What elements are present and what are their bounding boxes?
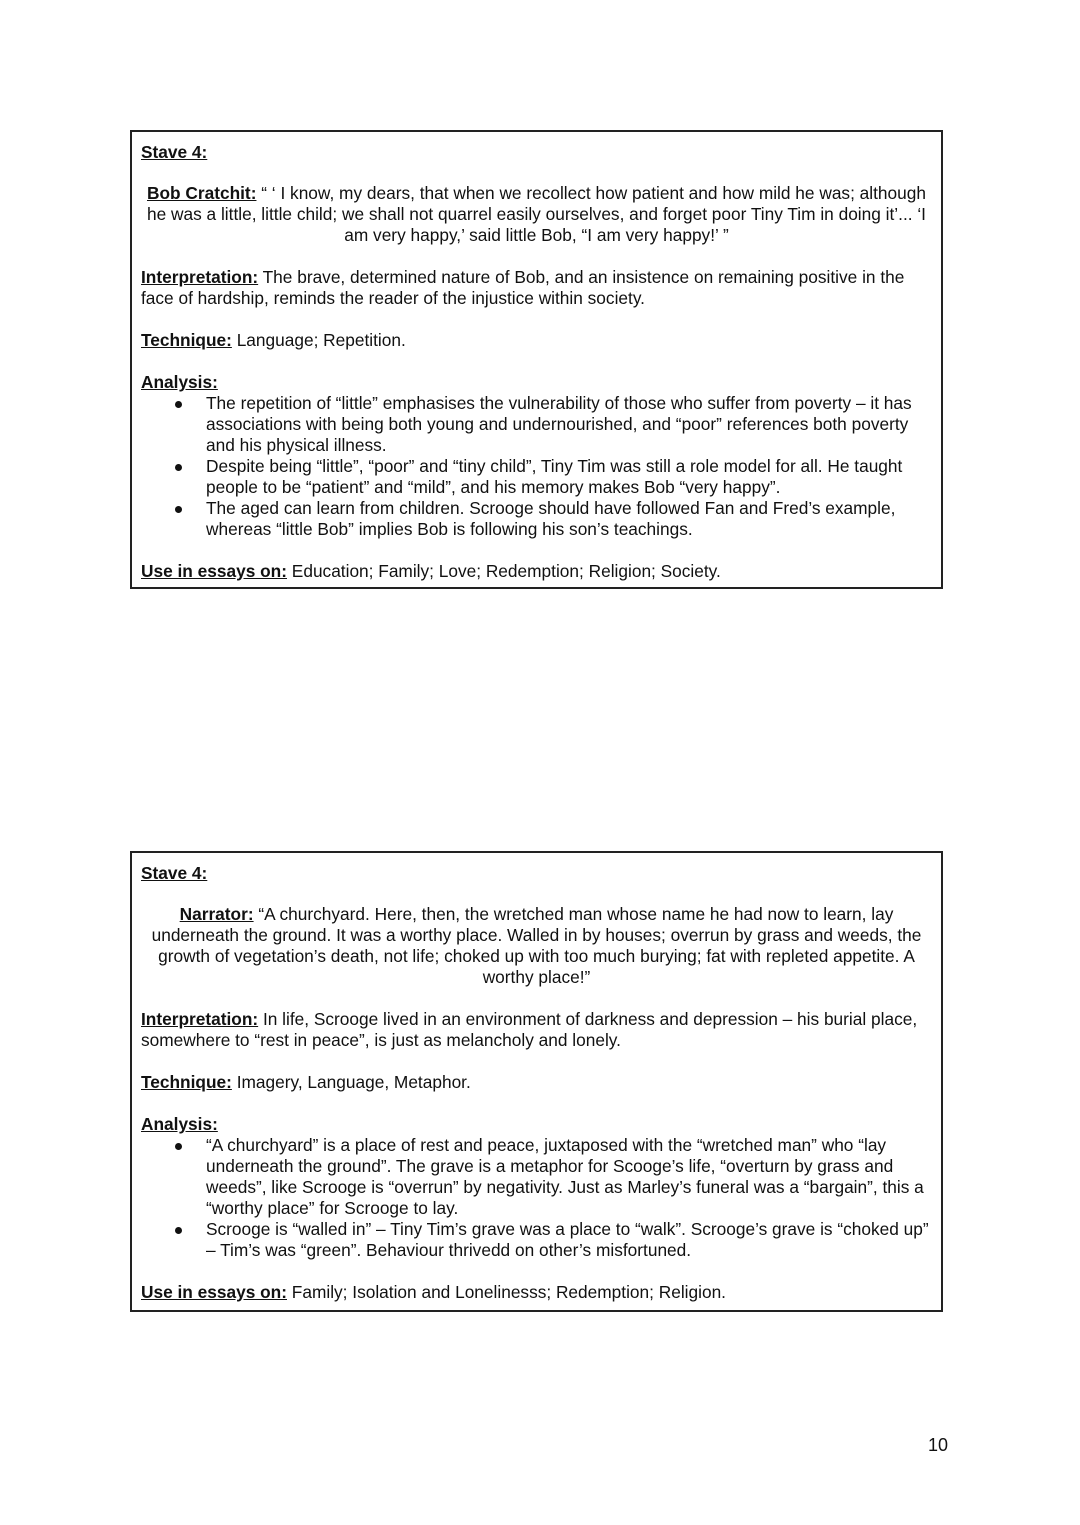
essays-label: Use in essays on: xyxy=(141,561,287,581)
interpretation-text: The brave, determined nature of Bob, and an insistence on remaining positive in the face of hardship, reminds the reader of the injustice within society. xyxy=(141,267,905,308)
analysis-list xyxy=(141,1135,932,1261)
analysis-bullet: The repetition of “little” emphasises the vulnerability of those who suffer from poverty – it has associations with being both young and undernourished, and “poor” references both poverty and his physical illness. xyxy=(206,393,932,456)
stave-heading xyxy=(141,863,932,884)
interpretation-section xyxy=(141,267,932,309)
speaker-label: Narrator: xyxy=(179,904,254,924)
essays-section xyxy=(141,561,932,582)
speaker-label: Bob Cratchit: xyxy=(147,183,257,203)
interpretation-text: In life, Scrooge lived in an environment of darkness and depression – his burial place, somewhere to “rest in peace”, is just as melancholy and lonely. xyxy=(141,1009,918,1050)
stave-heading xyxy=(141,142,932,163)
essays-section xyxy=(141,1282,932,1303)
quote-text: “A churchyard. Here, then, the wretched man whose name he had now to learn, lay underneath the ground. It was a worthy place. Walled in by houses; overrun by grass and weeds, the growth of vegetation’s death, not life; choked up with too much burying; fat with repleted appetite. A worthy place!” xyxy=(151,904,922,987)
analysis-bullet: Despite being “little”, “poor” and “tiny child”, Tiny Tim was still a role model for all. He taught people to be “patient” and “mild”, and his memory makes Bob “very happy”. xyxy=(206,456,932,498)
stave-label: Stave 4: xyxy=(141,142,208,162)
interpretation-section xyxy=(141,1009,932,1051)
interpretation-label: Interpretation: xyxy=(141,1009,259,1029)
interpretation-label: Interpretation: xyxy=(141,267,259,287)
technique-text: Language; Repetition. xyxy=(231,330,406,350)
quote-card-narrator xyxy=(130,851,943,1312)
quote-text: “ ‘ I know, my dears, that when we recollect how patient and how mild he was; although he was a little, little child; we shall not quarrel easily ourselves, and forget poor Tiny Tim in doing it’... ‘I am very happy,’ said little Bob, “I am very happy!’ ” xyxy=(147,183,926,245)
technique-section xyxy=(141,1072,932,1093)
technique-label: Technique: xyxy=(141,1072,232,1092)
technique-section xyxy=(141,330,932,351)
quote-card-bob-cratchit xyxy=(130,130,943,589)
analysis-heading xyxy=(141,372,932,393)
analysis-label: Analysis: xyxy=(141,372,218,392)
page-number: 10 xyxy=(927,1435,948,1455)
analysis-label: Analysis: xyxy=(141,1114,218,1134)
technique-text: Imagery, Language, Metaphor. xyxy=(231,1072,471,1092)
essays-text: Education; Family; Love; Redemption; Religion; Society. xyxy=(287,561,721,581)
analysis-heading xyxy=(141,1114,932,1135)
analysis-bullet: The aged can learn from children. Scrooge should have followed Fan and Fred’s example, whereas “little Bob” implies Bob is following his son’s teachings. xyxy=(206,498,932,540)
technique-label: Technique: xyxy=(141,330,232,350)
analysis-list xyxy=(141,393,932,540)
essays-label: Use in essays on: xyxy=(141,1282,287,1302)
quote-block xyxy=(141,183,932,246)
analysis-bullet: Scrooge is “walled in” – Tiny Tim’s grave was a place to “walk”. Scrooge’s grave is “choked up” – Tim’s was “green”. Behaviour thrivedd on other’s misfortuned. xyxy=(206,1219,932,1261)
essays-text: Family; Isolation and Lonelinesss; Redemption; Religion. xyxy=(287,1282,726,1302)
quote-block xyxy=(141,904,932,988)
analysis-bullet: “A churchyard” is a place of rest and peace, juxtaposed with the “wretched man” who “lay underneath the ground”. The grave is a metaphor for Scooge’s life, “overturn by grass and weeds”, like Scrooge is “overrun” by negativity. Just as Marley’s funeral was a “bargain”, this a “worthy place” for Scrooge to lay. xyxy=(206,1135,932,1219)
stave-label: Stave 4: xyxy=(141,863,208,883)
